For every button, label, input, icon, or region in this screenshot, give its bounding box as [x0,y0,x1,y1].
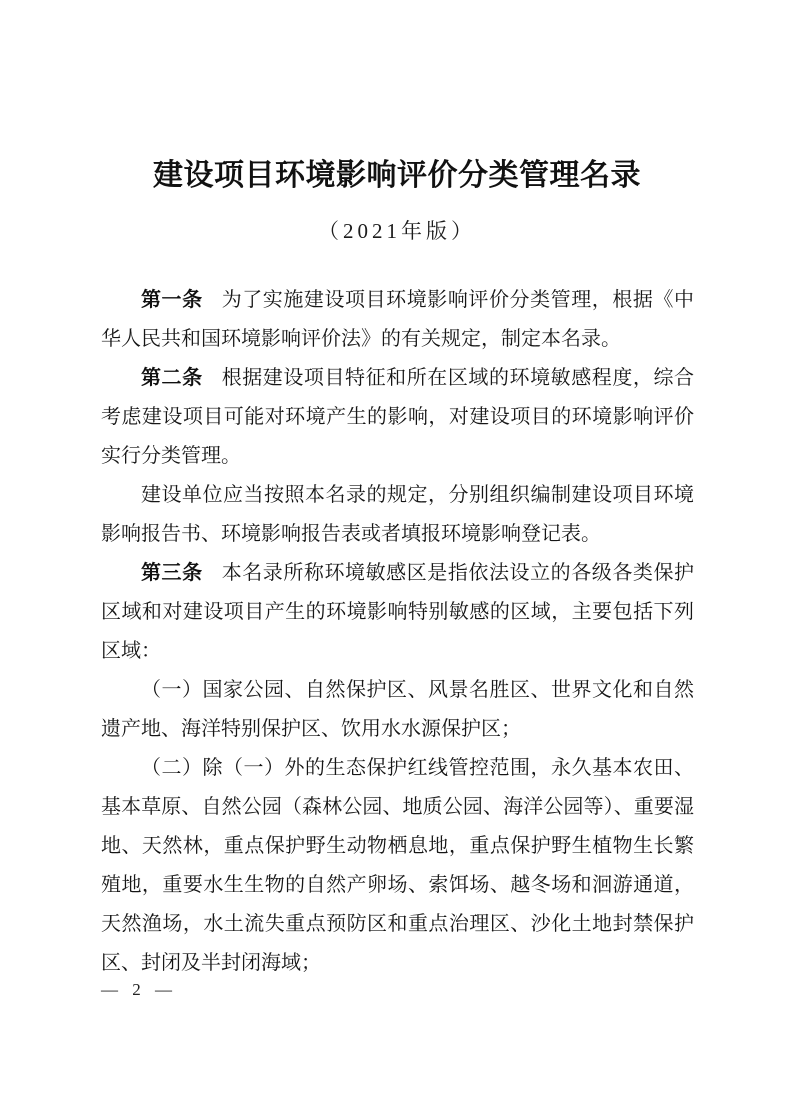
article-2-text: 根据建设项目特征和所在区域的环境敏感程度，综合考虑建设项目可能对环境产生的影响，对建设项目的环境影响评价实行分类管理。 [101,367,695,467]
paragraph-article-2-continuation [101,476,694,554]
article-1-number: 第一条 [141,289,203,311]
article-2-number: 第二条 [141,367,203,389]
document-subtitle: （2021年版） [318,219,476,243]
paragraph-article-3 [101,554,694,671]
item-2-text: （二）除（一）外的生态保护红线管控范围，永久基本农田、基本草原、自然公园（森林公园、地质公园、海洋公园等）、重要湿地、天然林，重点保护野生动物栖息地，重点保护野生植物生长繁殖地，重要水生生物的自然产卵场、索饵场、越冬场和洄游通道，天然渔场，水土流失重点预防区和重点治理区、沙化土地封禁保护区、封闭及半封闭海域； [101,757,694,974]
paragraph-item-1 [101,671,694,749]
document-title: 建设项目环境影响评价分类管理名录 [153,159,641,192]
article-2-continuation-text: 建设单位应当按照本名录的规定，分别组织编制建设项目环境影响报告书、环境影响报告表或者填报环境影响登记表。 [101,484,694,545]
paragraph-article-1 [101,281,694,359]
paragraph-item-2 [101,749,694,983]
article-3-text: 本名录所称环境敏感区是指依法设立的各级各类保护区域和对建设项目产生的环境影响特别敏感的区域，主要包括下列区域： [101,562,695,662]
page-number: — 2 — [101,980,177,999]
article-3-number: 第三条 [141,562,203,584]
item-1-text: （一）国家公园、自然保护区、风景名胜区、世界文化和自然遗产地、海洋特别保护区、饮用水水源保护区； [101,679,694,740]
paragraph-article-2 [101,359,694,476]
article-1-text: 为了实施建设项目环境影响评价分类管理，根据《中华人民共和国环境影响评价法》的有关规定，制定本名录。 [101,289,695,350]
document-body [101,281,694,983]
